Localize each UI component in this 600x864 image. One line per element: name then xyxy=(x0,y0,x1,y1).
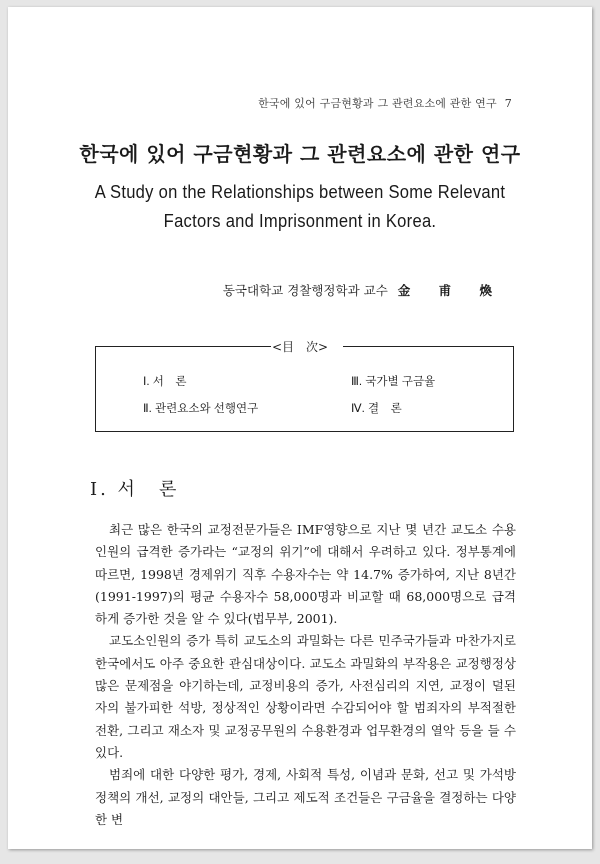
english-title xyxy=(31,178,568,236)
author-line xyxy=(223,281,504,299)
toc-title: <目 次> xyxy=(271,340,329,354)
body-text xyxy=(95,519,516,831)
toc-item-4[interactable]: Ⅳ. 결 론 xyxy=(351,403,402,415)
running-head xyxy=(258,95,512,111)
toc-item-3[interactable]: Ⅲ. 국가별 구금율 xyxy=(351,376,436,388)
running-head-title: 한국에 있어 구금현황과 그 관련요소에 관한 연구 xyxy=(258,97,497,110)
toc-item-2[interactable]: Ⅱ. 관련요소와 선행연구 xyxy=(143,403,259,415)
paragraph-1: 최근 많은 한국의 교정전문가들은 IMF영향으로 지난 몇 년간 교도소 수용인원의 급격한 증가라는 “교정의 위기”에 대해서 우려하고 있다. 정부통계에 따르면, 1998년 경제위기 직후 수용자수는 약 14.7% 증가하여, 지난 8년간(1991-1997)의 평균 수용자수 58,000명과 비교할 때 68,000명으로 급격하게 증가한 것을 알 수 있다(법무부, 2001). xyxy=(95,522,516,627)
document-page xyxy=(8,7,592,849)
section-heading: Ⅰ. 서 론 xyxy=(90,479,180,500)
paragraph-2: 교도소인원의 증가 특히 교도소의 과밀화는 다른 민주국가들과 마찬가지로 한국에서도 아주 중요한 관심대상이다. 교도소 과밀화의 부작용은 교정행정상 많은 문제점을 야기하는데, 교정비용의 증가, 사전심리의 지연, 교정이 덜된 자의 불가피한 석방, 정상적인 상황이라면 수감되어야 할 범죄자의 부적절한 전환, 그리고 재소자 및 교정공무원의 수용환경과 업무환경의 열악 등을 들 수 있다. xyxy=(95,633,516,760)
english-title-line-1: A Study on the Relationships between Some Relevant xyxy=(94,182,506,202)
table-of-contents-box xyxy=(95,346,514,432)
english-title-line-2: Factors and Imprisonment in Korea. xyxy=(163,211,437,231)
korean-title: 한국에 있어 구금현황과 그 관련요소에 관한 연구 xyxy=(79,142,521,166)
page-number: 7 xyxy=(504,97,512,110)
toc-item-1[interactable]: Ⅰ. 서 론 xyxy=(143,376,187,388)
paragraph-3: 범죄에 대한 다양한 평가, 경제, 사회적 특성, 이념과 문화, 선고 및 가석방정책의 개선, 교정의 대안들, 그리고 제도적 조건들은 구금율을 결정하는 다양한 변 xyxy=(95,767,516,827)
author-affiliation: 동국대학교 경찰행정학과 교수 xyxy=(222,283,388,298)
author-name: 金 甫 煥 xyxy=(397,283,504,298)
